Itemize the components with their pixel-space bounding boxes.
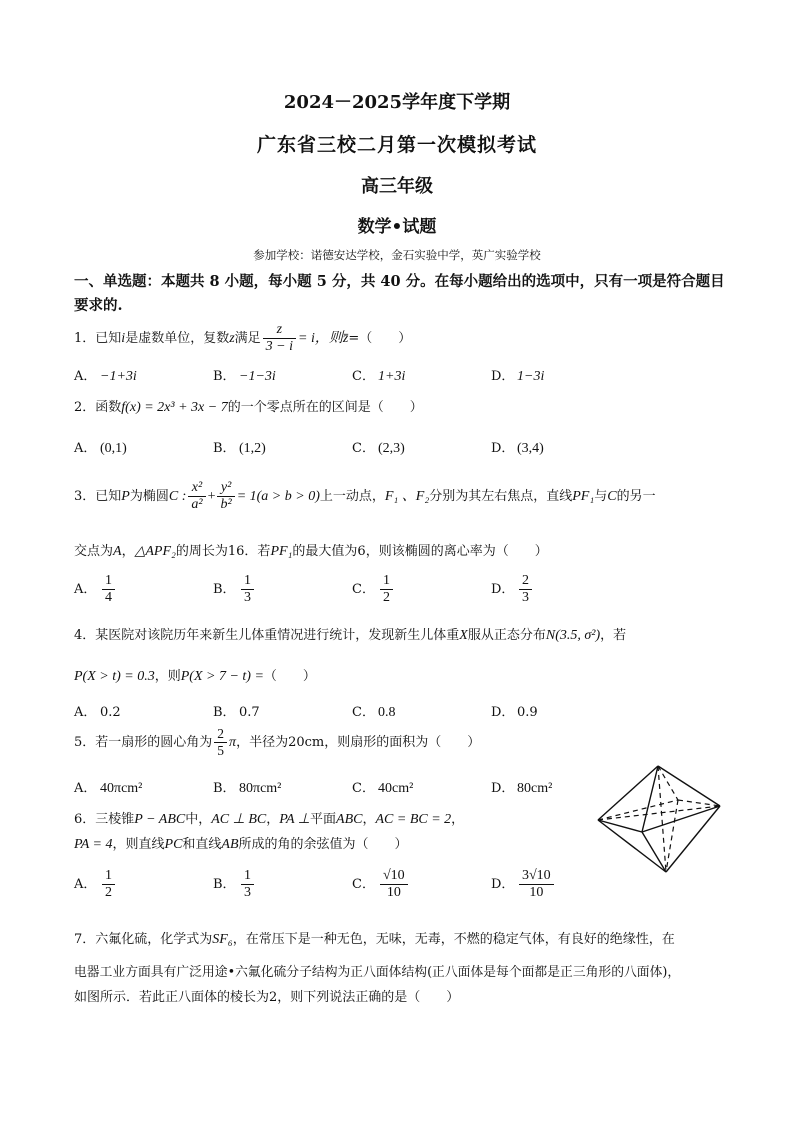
option-c[interactable]: C． 40cm² [352, 781, 414, 796]
grade-title: 高三年级 [361, 176, 433, 197]
fraction: $\frac{2}{5}$ [214, 726, 227, 759]
option-a[interactable]: A． 0.2 [74, 705, 121, 720]
question-4: 4．某医院对该院历年来新生儿体重情况进行统计，发现新生儿体重X服从正态分布N(3.5, σ²)，若 [74, 628, 627, 643]
question-4-line-2: P(X > t) = 0.3，则P(X > 7 − t) =（ ） [74, 669, 316, 684]
option-a[interactable]: A． $\frac{1}{2}$ [74, 868, 117, 901]
option-d[interactable]: D． 0.9 [491, 705, 538, 720]
option-b[interactable]: B． 80πcm² [213, 781, 282, 796]
fraction: $\frac{z}{3 - i}$ [263, 322, 296, 355]
option-d[interactable]: D． $\frac{2}{3}$ [491, 573, 534, 606]
question-7-line-3: 如图所示．若此正八面体的棱长为2，则下列说法正确的是（ ） [74, 990, 460, 1005]
option-c[interactable]: C． 1+3i [352, 369, 406, 384]
question-3-line-2: 交点为A，△APF₂的周长为16．若PF₁的最大值为6，则该椭圆的离心率为（ ） [74, 544, 548, 559]
question-number: 3． [74, 489, 96, 504]
exam-year-title: 2024－2025学年度下学期 [283, 92, 511, 113]
fraction: $\frac{\text{y²}}{\text{b²}}$ [217, 480, 234, 513]
option-b[interactable]: B． $\frac{1}{3}$ [213, 573, 256, 606]
question-number: 5． [74, 735, 96, 750]
option-d[interactable]: D． (3,4) [491, 441, 544, 456]
section-heading: 一、单选题：本题共 8 小题，每小题 5 分，共 40 分。在每小题给出的选项中，只有一项是符合题目要求的. [74, 273, 725, 314]
option-b[interactable]: B． −1−3i [213, 369, 276, 384]
subject-title: 数学•试题 [357, 217, 437, 237]
option-c[interactable]: C． 0.8 [352, 705, 396, 720]
question-number: 6． [74, 812, 96, 827]
question-7: 7．六氟化硫，化学式为SF₆，在常压下是一种无色，无味，无毒，不燃的稳定气体，有良好的绝缘性，在 [74, 932, 675, 947]
question-1: 1．已知i是虚数单位，复数z满足 $\frac{z}{3 - i}$ = i，则z̄=（ ） [74, 322, 412, 354]
option-a[interactable]: A． 40πcm² [74, 781, 143, 796]
question-2: 2．函数f(x) = 2x³ + 3x − 7的一个零点所在的区间是（ ） [74, 400, 423, 415]
question-7-line-2: 电器工业方面具有广泛用途•六氟化硫分子结构为正八面体结构(正八面体是每个面都是正三角形的八面体)， [74, 965, 681, 980]
question-number: 1． [74, 331, 96, 346]
question-number: 2． [74, 400, 96, 415]
option-b[interactable]: B． $\frac{1}{3}$ [213, 868, 256, 901]
question-number: 4． [74, 628, 96, 643]
question-3: 3．已知P为椭圆C : $\frac{\text{x²}}{\text{a²}}$ + $\frac{\text{y²}}{\text{b²}}$ = 1(a > b > 0)上一动点，F₁ 、F₂分别为其左右焦点，直线PF₁与C的另一 [74, 480, 656, 512]
exam-name-title: 广东省三校二月第一次模拟考试 [256, 134, 537, 156]
option-c[interactable]: C． $\frac{√10}{10}$ [352, 868, 410, 901]
option-d[interactable]: D． 1−3i [491, 369, 545, 384]
question-6: 6．三棱锥P − ABC中，AC ⊥ BC，PA ⊥平面ABC，AC = BC = 2， [74, 812, 465, 827]
option-a[interactable]: A． $\frac{1}{4}$ [74, 573, 117, 606]
octahedron-figure [590, 760, 730, 880]
fraction: $\frac{\text{x²}}{\text{a²}}$ [188, 480, 205, 513]
option-a[interactable]: A． −1+3i [74, 369, 137, 384]
option-b[interactable]: B． 0.7 [213, 705, 260, 720]
question-number: 7． [74, 932, 96, 947]
option-a[interactable]: A． (0,1) [74, 441, 127, 456]
option-d[interactable]: D． $\frac{3√10}{10}$ [491, 868, 556, 901]
question-6-line-2: PA = 4，则直线PC和直线AB所成的角的余弦值为（ ） [74, 837, 408, 852]
option-d[interactable]: D． 80cm² [491, 781, 553, 796]
option-c[interactable]: C． $\frac{1}{2}$ [352, 573, 395, 606]
option-b[interactable]: B． (1,2) [213, 441, 266, 456]
option-c[interactable]: C． (2,3) [352, 441, 405, 456]
participating-schools: 参加学校：诺德安达学校，金石实验中学，英广实验学校 [253, 248, 541, 262]
question-5: 5．若一扇形的圆心角为 $\frac{2}{5}$ π，半径为20cm，则扇形的面积为（ ） [74, 726, 481, 758]
